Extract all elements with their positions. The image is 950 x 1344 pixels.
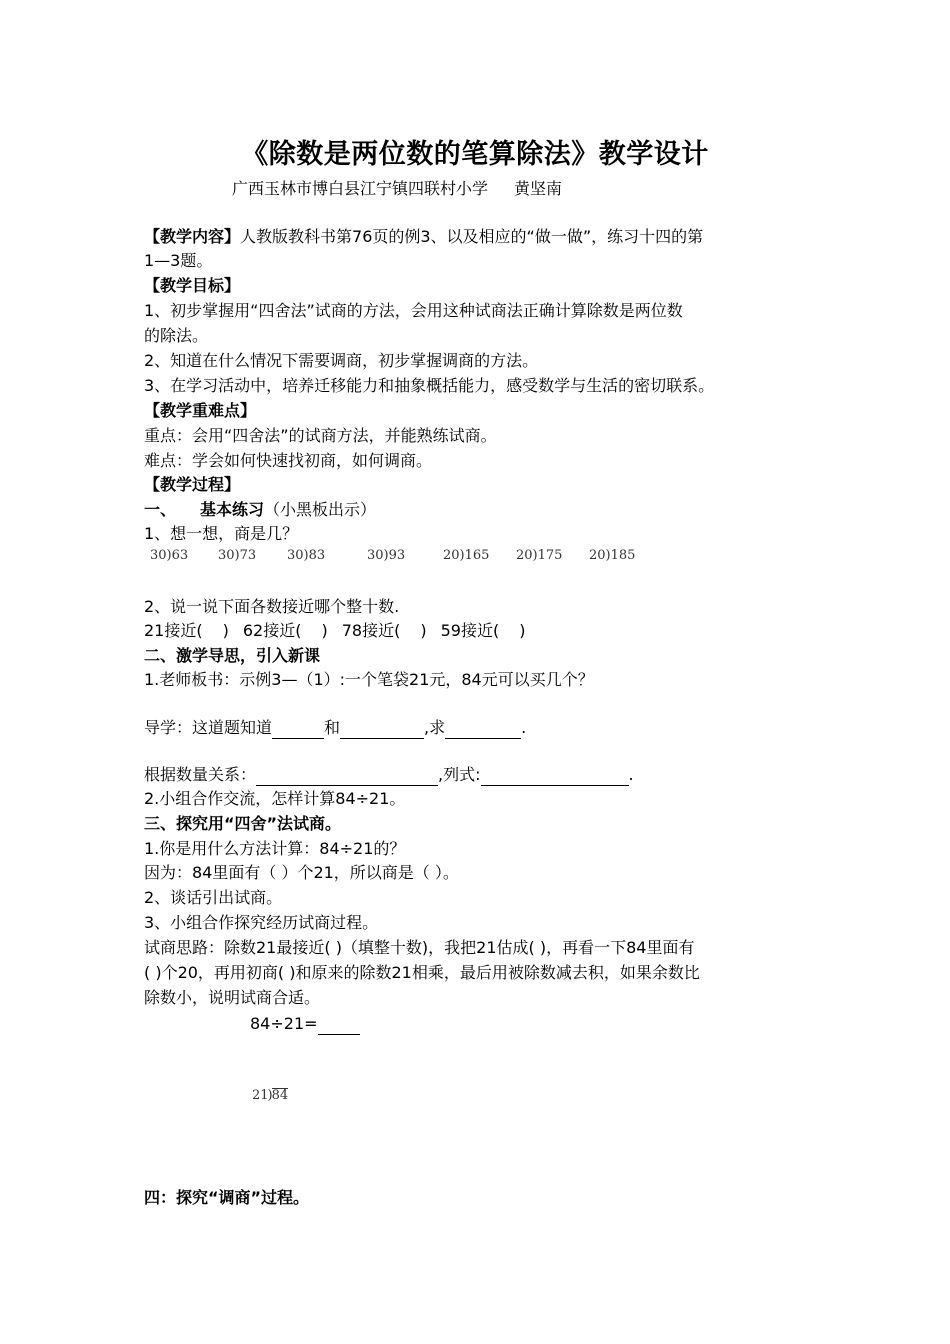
section-3-item-1: 1.你是用什么方法计算：84÷21的？ xyxy=(144,839,406,858)
trial-quotient-idea-2: ( )个20，再用初商( )和原来的除数21相乘，最后用被除数减去积，如果余数比 xyxy=(144,963,700,982)
trial-quotient-idea-1: 试商思路：除数21最接近( )（填整十数)，我把21估成( )，再看一下84里面有 xyxy=(144,938,695,957)
blank-field[interactable] xyxy=(272,721,324,739)
section-3-item-3: 3、小组合作探究经历试商过程。 xyxy=(144,913,379,932)
goal-2: 2、知道在什么情况下需要调商，初步掌握调商的方法。 xyxy=(144,351,539,370)
process-heading: 【教学过程】 xyxy=(144,475,241,494)
blank-field[interactable] xyxy=(340,721,424,739)
author-line xyxy=(232,176,562,199)
question-1: 1、想一想，商是几？ xyxy=(144,524,299,543)
blank-field[interactable] xyxy=(445,721,521,739)
section-1-number: 一、 xyxy=(144,500,177,519)
answer-blank[interactable] xyxy=(318,1017,360,1035)
key-focus: 重点：会用“四舍法”的试商方法，并能熟练试商。 xyxy=(144,426,497,445)
approx-item: 59接近( xyxy=(440,621,500,640)
section-1-note: （小黑板出示） xyxy=(264,500,377,519)
equation: 84÷21= xyxy=(250,1014,318,1033)
goals-heading: 【教学目标】 xyxy=(144,276,241,295)
long-division: 30)83 xyxy=(287,548,326,563)
blank-field[interactable] xyxy=(481,768,629,786)
content-line-2: 1—3题。 xyxy=(144,251,213,270)
long-division: 30)73 xyxy=(218,548,257,563)
section-3-title: 三、探究用“四舍”法试商。 xyxy=(144,814,342,833)
goal-3: 3、在学习活动中，培养迁移能力和抽象概括能力，感受数学与生活的密切联系。 xyxy=(144,376,715,395)
approx-item: 21接近( xyxy=(144,621,203,640)
document-title: 《除数是两位数的笔算除法》教学设计 xyxy=(241,139,709,170)
goal-1b: 的除法。 xyxy=(144,326,209,345)
long-division-84-by-21: 21)84 xyxy=(252,1088,289,1103)
long-division: 20)175 xyxy=(516,548,563,563)
content-line-1 xyxy=(144,226,703,248)
question-2: 2、说一说下面各数接近哪个整十数. xyxy=(144,597,400,616)
goal-1a: 1、初步掌握用“四舍法”试商的方法，会用这种试商法正确计算除数是两位数 xyxy=(144,301,683,320)
content-heading: 【教学内容】 xyxy=(144,227,241,246)
key-difficulty: 难点：学会如何快速找初商，如何调商。 xyxy=(144,451,433,470)
approx-row: 21接近( ) 62接近( ) 78接近( ) 59接近( ) xyxy=(144,621,526,640)
guide-line: 导学：这道题知道 和 ,求 . xyxy=(144,718,527,737)
blank-field[interactable] xyxy=(256,768,438,786)
relation-line: 根据数量关系： ,列式: . xyxy=(144,765,634,784)
author-school: 广西玉林市博白县江宁镇四联村小学 xyxy=(232,179,489,198)
section-3-because: 因为：84里面有（ ）个21，所以商是（ ）。 xyxy=(144,863,459,882)
section-3-item-2: 2、谈话引出试商。 xyxy=(144,888,283,907)
section-2-item-1: 1.老师板书：示例3—（1）:一个笔袋21元，84元可以买几个？ xyxy=(144,670,594,689)
section-2-item-2: 2.小组合作交流，怎样计算84÷21。 xyxy=(144,789,406,808)
approx-item: 62接近( xyxy=(242,621,302,640)
section-4-title: 四：探究“调商”过程。 xyxy=(144,1188,310,1207)
long-division: 30)93 xyxy=(367,548,406,563)
equation-line xyxy=(250,1013,360,1035)
author-name: 黄坚南 xyxy=(514,179,563,198)
section-1-heading xyxy=(144,499,376,521)
section-1-title: 基本练习 xyxy=(200,500,265,519)
trial-quotient-idea-3: 除数小，说明试商合适。 xyxy=(144,988,321,1007)
section-2-title: 二、激学导思，引入新课 xyxy=(144,646,321,665)
content-text-1: 人教版教科书第76页的例3、以及相应的“做一做”，练习十四的第 xyxy=(240,227,704,246)
key-heading: 【教学重难点】 xyxy=(144,401,257,420)
long-division: 30)63 xyxy=(150,548,189,563)
long-division: 20)165 xyxy=(443,548,490,563)
approx-item: 78接近( xyxy=(341,621,401,640)
long-division: 20)185 xyxy=(589,548,636,563)
